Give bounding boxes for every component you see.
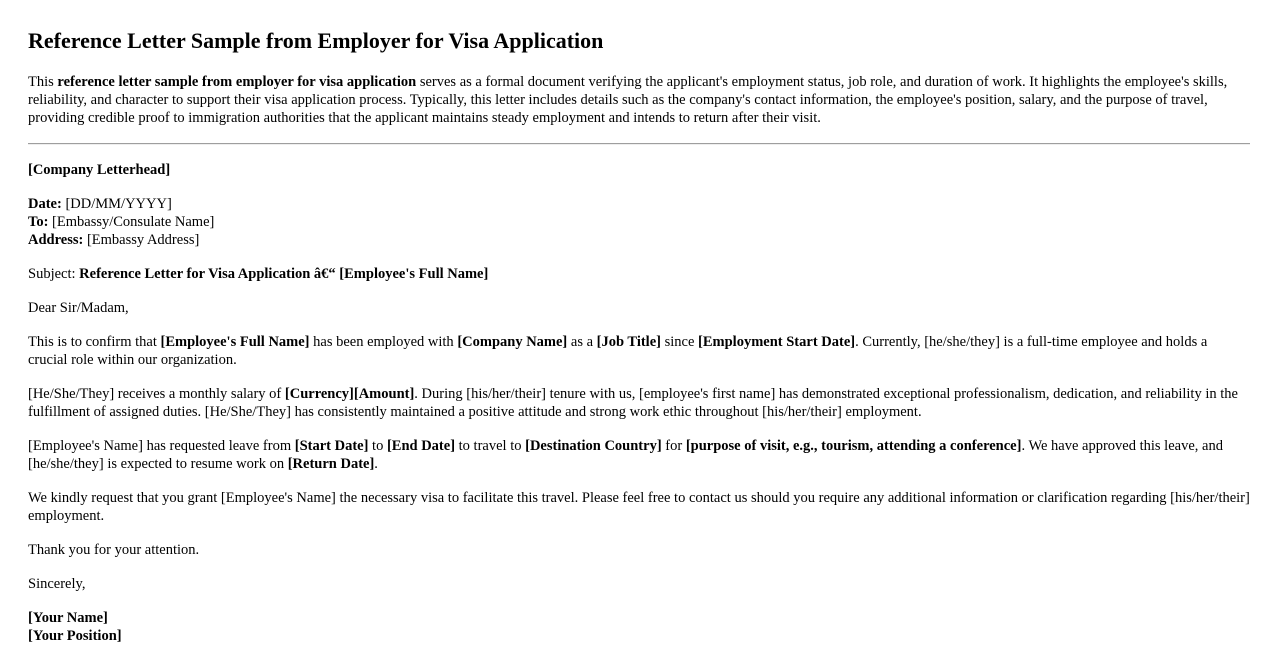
text: since <box>660 334 699 350</box>
thanks-line: Thank you for your attention. <box>28 542 200 558</box>
subject-label: Subject: <box>28 266 80 282</box>
to-line <box>28 213 1250 231</box>
placeholder-leave-start: [Start Date] <box>294 438 369 454</box>
placeholder-job-title: [Job Title] <box>596 334 661 350</box>
address-label: Address: <box>28 232 84 248</box>
text: for <box>661 438 686 454</box>
paragraph-salary <box>28 385 1250 421</box>
placeholder-purpose: [purpose of visit, e.g., tourism, attending a conference] <box>685 438 1022 454</box>
intro-bold: reference letter sample from employer for visa application <box>57 74 417 90</box>
address-line <box>28 231 1250 249</box>
placeholder-destination: [Destination Country] <box>525 438 662 454</box>
text: [He/She/They] receives a monthly salary of <box>28 386 285 402</box>
paragraph-request: We kindly request that you grant [Employee's Name] the necessary visa to facilitate this travel. Please feel free to contact us should you require any additional information or clarification regarding [his/her/their] employment. <box>28 490 1250 524</box>
text: as a <box>567 334 597 350</box>
date-line <box>28 195 1250 213</box>
intro-rest: serves as a formal document verifying the applicant's employment status, job role, and duration of work. It highlights the employee's skills, reliability, and character to support their visa application process. Typically, this letter includes details such as the company's contact information, the employee's position, salary, and the purpose of travel, providing credible proof to immigration authorities that the applicant maintains steady employment and intends to return after their visit. <box>28 74 1228 126</box>
address-value: [Embassy Address] <box>83 232 200 248</box>
text: to <box>368 438 387 454</box>
date-label: Date: <box>28 196 62 212</box>
placeholder-start-date: [Employment Start Date] <box>698 334 856 350</box>
salutation: Dear Sir/Madam, <box>28 300 129 316</box>
section-divider <box>28 143 1250 145</box>
text: has been employed with <box>309 334 458 350</box>
placeholder-salary: [Currency][Amount] <box>284 386 415 402</box>
signer-position: [Your Position] <box>28 628 122 644</box>
recipient-block <box>28 195 1250 249</box>
intro-paragraph <box>28 73 1250 127</box>
text: . During [his/her/their] tenure with us, [employee's first name] has demonstrated exceptional professionalism, dedication, and reliability in the fulfillment of assigned duties. [He/She/They] has consistently maintained a positive attitude and strong work ethic throughout [his/her/their] employment. <box>28 386 1238 420</box>
text: [Employee's Name] has requested leave from <box>28 438 295 454</box>
paragraph-employment <box>28 333 1250 369</box>
letterhead <box>28 161 1250 179</box>
date-value: [DD/MM/YYYY] <box>61 196 172 212</box>
subject-line <box>28 265 1250 283</box>
text: This is to confirm that <box>28 334 161 350</box>
paragraph-leave <box>28 437 1250 473</box>
placeholder-leave-end: [End Date] <box>386 438 456 454</box>
text: . <box>374 456 378 472</box>
placeholder-return-date: [Return Date] <box>287 456 375 472</box>
page-title: Reference Letter Sample from Employer for Visa Application <box>28 28 604 53</box>
closing-line: Sincerely, <box>28 576 86 592</box>
placeholder-company-name: [Company Name] <box>457 334 568 350</box>
to-label: To: <box>28 214 49 230</box>
text: . We have approved this leave, and [he/she/they] is expected to resume work on <box>28 438 1223 472</box>
letter-body <box>28 161 1250 645</box>
signer-name: [Your Name] <box>28 610 108 626</box>
text: . Currently, [he/she/they] is a full-time employee and holds a crucial role within our organization. <box>28 334 1208 368</box>
placeholder-employee-name: [Employee's Full Name] <box>160 334 310 350</box>
intro-lead: This <box>28 74 58 90</box>
text: to travel to <box>455 438 526 454</box>
subject-value: Reference Letter for Visa Application â€“ [Employee's Full Name] <box>79 266 489 282</box>
signature-block <box>28 609 1250 645</box>
letterhead-text: [Company Letterhead] <box>28 162 171 178</box>
to-value: [Embassy/Consulate Name] <box>48 214 215 230</box>
